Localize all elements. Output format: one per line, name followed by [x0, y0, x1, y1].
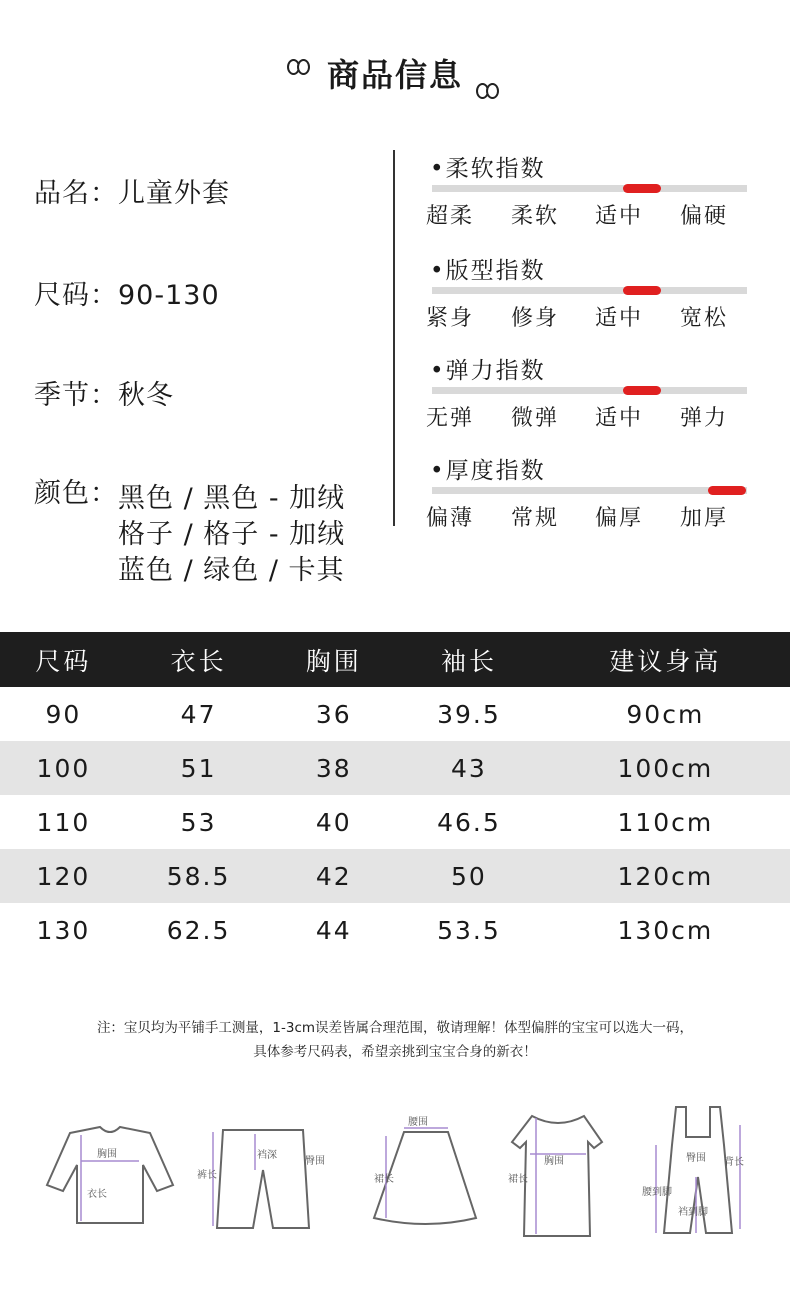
table-cell: 100 [0, 741, 127, 795]
table-row [0, 687, 790, 741]
info-name [34, 176, 230, 212]
size-label: 尺码： [34, 280, 118, 311]
skirt-label: 腰围 [408, 1117, 428, 1128]
index-title: •厚度指数 [430, 458, 546, 484]
color-line-1: 黑色 / 黑色 - 加绒 [118, 483, 346, 514]
table-row [0, 741, 790, 795]
table-cell: 62.5 [166, 915, 231, 945]
table-cell: 44 [315, 915, 352, 945]
pants-diagram-icon [195, 1128, 335, 1237]
table-cell: 47 [180, 699, 217, 729]
index-selected-marker [623, 286, 661, 295]
col-header: 衣长 [127, 632, 271, 687]
table-cell: 110cm [617, 807, 714, 837]
table-cell: 130cm [617, 915, 714, 945]
paw-icon [476, 80, 498, 98]
col-header: 尺码 [0, 632, 127, 687]
index-option: 柔软 [510, 204, 559, 229]
table-cell: 58.5 [127, 849, 271, 903]
info-season [34, 378, 174, 414]
table-row [0, 795, 790, 849]
table-cell: 53.5 [437, 915, 501, 945]
index-option: 适中 [594, 204, 643, 229]
table-cell: 40 [315, 807, 352, 837]
size-value: 90-130 [118, 280, 220, 311]
index-scale-bar [432, 487, 747, 494]
pants-label: 裤长 [197, 1170, 217, 1181]
table-cell: 50 [397, 849, 541, 903]
index-selected-marker [623, 184, 661, 193]
index-option: 常规 [510, 506, 559, 531]
color-line-2: 格子 / 格子 - 加绒 [118, 519, 346, 550]
index-option: 紧身 [425, 306, 474, 331]
table-cell: 39.5 [437, 699, 501, 729]
page-title: 商品信息 [326, 56, 463, 94]
table-cell: 36 [315, 699, 352, 729]
overall-label: 裆到脚 [678, 1207, 708, 1218]
index-option: 弹力 [679, 406, 728, 431]
index-option: 适中 [594, 306, 643, 331]
season-value: 秋冬 [118, 380, 174, 411]
shirt-label: 衣长 [87, 1189, 107, 1200]
table-row [0, 849, 790, 903]
table-cell: 43 [397, 741, 541, 795]
dress-label: 裙长 [508, 1174, 528, 1185]
vertical-divider [393, 150, 395, 526]
col-header: 胸围 [270, 632, 397, 687]
table-cell: 42 [270, 849, 397, 903]
index-option: 修身 [510, 306, 559, 331]
table-cell: 120 [0, 849, 127, 903]
index-option: 宽松 [679, 306, 728, 331]
name-value: 儿童外套 [118, 178, 230, 209]
paw-icon [287, 56, 309, 74]
dress-diagram-icon [510, 1112, 610, 1246]
overall-label: 臀围 [686, 1153, 706, 1164]
overall-label: 腰到脚 [642, 1187, 672, 1198]
color-label: 颜色： [34, 478, 118, 509]
index-option: 偏薄 [425, 506, 474, 531]
table-row [0, 903, 790, 957]
skirt-label: 裙长 [374, 1174, 394, 1185]
pants-label: 裆深 [257, 1150, 277, 1161]
shirt-diagram-icon [45, 1125, 175, 1234]
overall-diagram-icon [640, 1105, 750, 1244]
index-selected-marker [623, 386, 661, 395]
table-cell: 90 [45, 699, 82, 729]
index-selected-marker [708, 486, 746, 495]
table-cell: 90cm [626, 699, 705, 729]
table-cell: 53 [180, 807, 217, 837]
index-option: 加厚 [679, 506, 728, 531]
index-scale-bar [432, 287, 747, 294]
table-cell: 38 [270, 741, 397, 795]
note-line-2: 具体参考尺码表，希望亲挑到宝宝合身的新衣！ [253, 1044, 537, 1060]
dress-label: 胸围 [544, 1156, 564, 1167]
col-header: 建议身高 [541, 632, 790, 687]
table-cell: 130 [36, 915, 91, 945]
index-scale-bar [432, 387, 747, 394]
index-option: 偏硬 [679, 204, 728, 229]
index-title: •弹力指数 [430, 358, 546, 384]
season-label: 季节： [34, 380, 118, 411]
name-label: 品名： [34, 178, 118, 209]
index-option: 超柔 [425, 204, 474, 229]
pants-label: 臀围 [305, 1156, 325, 1167]
table-cell: 51 [127, 741, 271, 795]
table-cell: 46.5 [437, 807, 501, 837]
index-scale-bar [432, 185, 747, 192]
table-cell: 100cm [541, 741, 790, 795]
note-line-1: 注：宝贝均为平铺手工测量，1-3cm误差皆属合理范围，敬请理解！体型偏胖的宝宝可以选大一码， [96, 1020, 694, 1036]
info-color [34, 476, 118, 512]
shirt-label: 胸围 [97, 1149, 117, 1160]
table-cell: 120cm [541, 849, 790, 903]
index-option: 无弹 [425, 406, 474, 431]
index-option: 偏厚 [594, 506, 643, 531]
col-header: 袖长 [397, 632, 541, 687]
index-option: 适中 [594, 406, 643, 431]
color-line-3: 蓝色 / 绿色 / 卡其 [118, 555, 345, 586]
skirt-diagram-icon [370, 1118, 480, 1237]
index-option: 微弹 [510, 406, 559, 431]
size-table [0, 632, 790, 957]
table-cell: 110 [36, 807, 91, 837]
overall-label: 背长 [724, 1157, 744, 1168]
index-title: •柔软指数 [430, 156, 546, 182]
table-header-row [0, 632, 790, 687]
index-title: •版型指数 [430, 258, 546, 284]
info-size [34, 278, 220, 314]
